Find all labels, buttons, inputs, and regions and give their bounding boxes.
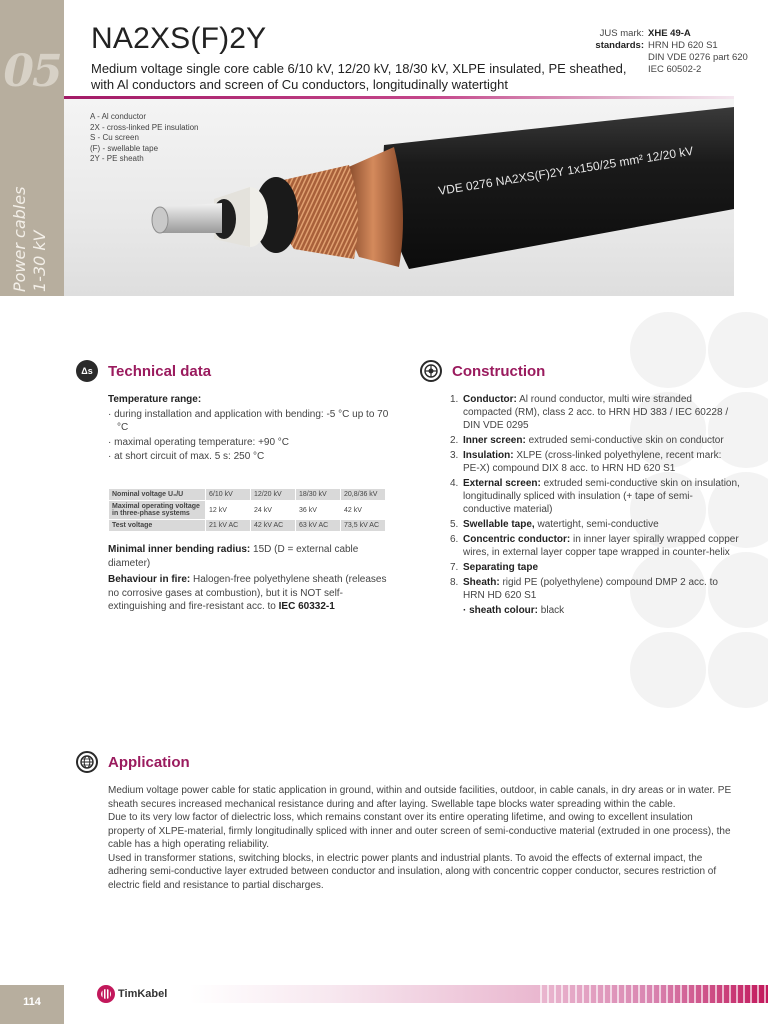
item-label: Inner screen: <box>463 435 526 446</box>
item-text: rigid PE (polyethylene) compound DMP 2 acc. to HRN HD 620 S1 <box>463 577 718 601</box>
voltage-table <box>108 488 386 532</box>
list-item <box>450 449 740 475</box>
footer-stripes <box>540 985 768 1003</box>
fire-standard: IEC 60332-1 <box>278 601 335 612</box>
list-item <box>450 561 740 574</box>
item-label: Concentric conductor: <box>463 534 571 545</box>
item-text: watertight, semi-conductive <box>534 519 659 530</box>
application-paragraph: Medium voltage power cable for static application in ground, within and outside facilities, outdoor, in cable canals, in dry areas or in water. PE sheath secures increased mechanical resistance during and after laying. Swellable tape blocks water spreading within the cable. <box>108 785 732 810</box>
table-row-label: Nominal voltage U₀/U <box>109 489 206 501</box>
side-label <box>4 178 60 296</box>
globe-icon <box>76 751 98 773</box>
jus-label: JUS mark: <box>599 28 644 39</box>
table-cell: 42 kV AC <box>251 520 296 532</box>
application-paragraph: Used in transformer stations, switching blocks, in electric power plants and industrial plants. To avoid the effects of external impact, the adhering semi-conductive layer extruded between conductor and insulation, along with concentric copper conductor, secures restriction of electric field and resistance to partial discharges. <box>108 852 717 891</box>
side-label-line2: 1-30 kV <box>30 230 49 292</box>
list-item <box>450 393 740 432</box>
standards-block <box>590 28 748 76</box>
item-text: XLPE (cross-linked polyethylene, recent mark: PE-X) compound DIX 8 acc. to HRN HD 620 S1 <box>463 450 722 474</box>
sheath-colour-value: black <box>538 605 565 616</box>
item-label: Separating tape <box>463 562 539 573</box>
photo-legend <box>90 112 199 165</box>
table-row <box>109 489 386 501</box>
table-cell: 73,5 kV AC <box>341 520 386 532</box>
standard-item: DIN VDE 0276 part 620 <box>648 52 748 63</box>
item-label: Conductor: <box>463 394 517 405</box>
item-number: 1. <box>450 394 459 405</box>
construction-list <box>450 393 740 619</box>
item-number: 8. <box>450 577 459 588</box>
fire-label: Behaviour in fire: <box>108 574 191 585</box>
table-row <box>109 520 386 532</box>
table-cell: 63 kV AC <box>296 520 341 532</box>
technical-data-title: Technical data <box>108 362 212 380</box>
standards-label: standards: <box>595 40 644 51</box>
item-number: 2. <box>450 435 459 446</box>
table-row-label: Maximal operating voltage in three-phase systems <box>109 501 206 520</box>
brand-logo <box>97 985 167 1003</box>
legend-item: A - Al conductor <box>90 112 147 121</box>
temperature-item: · maximal operating temperature: +90 °C <box>108 436 290 448</box>
item-number: 3. <box>450 450 459 461</box>
item-label: Sheath: <box>463 577 500 588</box>
cable-print-text: VDE 0276 NA2XS(F)2Y 1x150/25 mm² 12/20 kV <box>437 143 695 198</box>
standard-item: HRN HD 620 S1 <box>648 40 718 51</box>
table-cell: 20,8/36 kV <box>341 489 386 501</box>
list-item <box>450 434 740 447</box>
brand-name: TimKabel <box>118 988 168 1000</box>
temperature-delta-icon: Δs <box>76 360 98 382</box>
cross-section-icon <box>420 360 442 382</box>
table-row-label: Test voltage <box>109 520 206 532</box>
sheath-colour-label: · sheath colour: <box>463 605 539 616</box>
item-text: extruded semi-conductive skin on conductor <box>525 435 724 446</box>
item-label: External screen: <box>463 478 541 489</box>
fire-value: Halogen-free polyethylene sheath (releases no corrosive gases at combustion), but it is NOT self-extinguishing and fire-resistant acc. to <box>108 574 387 612</box>
table-cell: 12 kV <box>206 501 251 520</box>
sheath-colour <box>450 604 740 617</box>
fire-behaviour <box>108 573 398 614</box>
standard-item: IEC 60502-2 <box>648 64 702 75</box>
item-text: Al round conductor, multi wire stranded compacted (RM), class 2 acc. to HRN HD 383 / IEC 60228 / DIN VDE 0295 <box>463 394 729 431</box>
technical-data-body <box>108 393 398 465</box>
application-paragraph: Due to its very low factor of dielectric loss, which remains constant over its entire operating lifetime, and owing to excellent insulation property of XLPE-material, firmly longitudinally spliced with inner and outer screen of semi-conductive material (extruded in one process), the cable has a high operating reliability. <box>108 812 731 850</box>
temperature-item: · at short circuit of max. 5 s: 250 °C <box>108 451 265 462</box>
application-heading <box>76 751 190 773</box>
construction-title: Construction <box>452 362 546 380</box>
list-item <box>450 477 740 516</box>
application-title: Application <box>108 753 190 771</box>
chapter-number: 05 <box>3 46 61 97</box>
table-row <box>109 501 386 520</box>
item-label: Insulation: <box>463 450 514 461</box>
legend-item: 2X - cross-linked PE insulation <box>90 122 199 132</box>
bending-radius <box>108 543 398 570</box>
bending-value: 15D (D = external cable diameter) <box>108 544 359 569</box>
list-item <box>450 576 740 602</box>
item-text: in inner layer spirally wrapped copper wires, in external layer copper tape wrapped in counter-helix <box>463 534 739 558</box>
item-number: 5. <box>450 519 459 530</box>
bending-label: Minimal inner bending radius: <box>108 544 251 555</box>
legend-item: 2Y - PE sheath <box>90 154 144 163</box>
page-number: 114 <box>0 985 64 1024</box>
table-cell: 42 kV <box>341 501 386 520</box>
page-subtitle: Medium voltage single core cable 6/10 kV, 12/20 kV, 18/30 kV, XLPE insulated, PE sheathed, with Al conductors and screen of Cu conductors, longitudinally watertight <box>91 61 627 92</box>
technical-data-extra <box>108 543 398 617</box>
item-text: extruded semi-conductive skin on insulation, longitudinally spliced with insulation (+ tape of semi-conductive material) <box>463 478 740 515</box>
table-cell: 12/20 kV <box>251 489 296 501</box>
temperature-item: · during installation and application with bending: -5 °C up to 70 °C <box>108 408 389 433</box>
legend-item: (F) - swellable tape <box>90 143 159 153</box>
item-label: Swellable tape, <box>463 519 535 530</box>
item-number: 4. <box>450 478 459 489</box>
construction-heading <box>420 360 545 382</box>
list-item <box>450 533 740 559</box>
logo-icon <box>97 985 115 1003</box>
table-cell: 18/30 kV <box>296 489 341 501</box>
temperature-label: Temperature range: <box>108 394 202 405</box>
table-cell: 21 kV AC <box>206 520 251 532</box>
side-label-line1: Power cables <box>10 186 29 292</box>
item-number: 6. <box>450 534 459 545</box>
table-cell: 6/10 kV <box>206 489 251 501</box>
jus-value: XHE 49-A <box>648 28 691 39</box>
technical-data-heading <box>76 360 211 382</box>
page-title: NA2XS(F)2Y <box>91 22 267 55</box>
table-cell: 36 kV <box>296 501 341 520</box>
list-item <box>450 518 740 531</box>
application-body <box>108 784 732 892</box>
item-number: 7. <box>450 562 459 573</box>
legend-item: S - Cu screen <box>90 133 139 142</box>
table-cell: 24 kV <box>251 501 296 520</box>
